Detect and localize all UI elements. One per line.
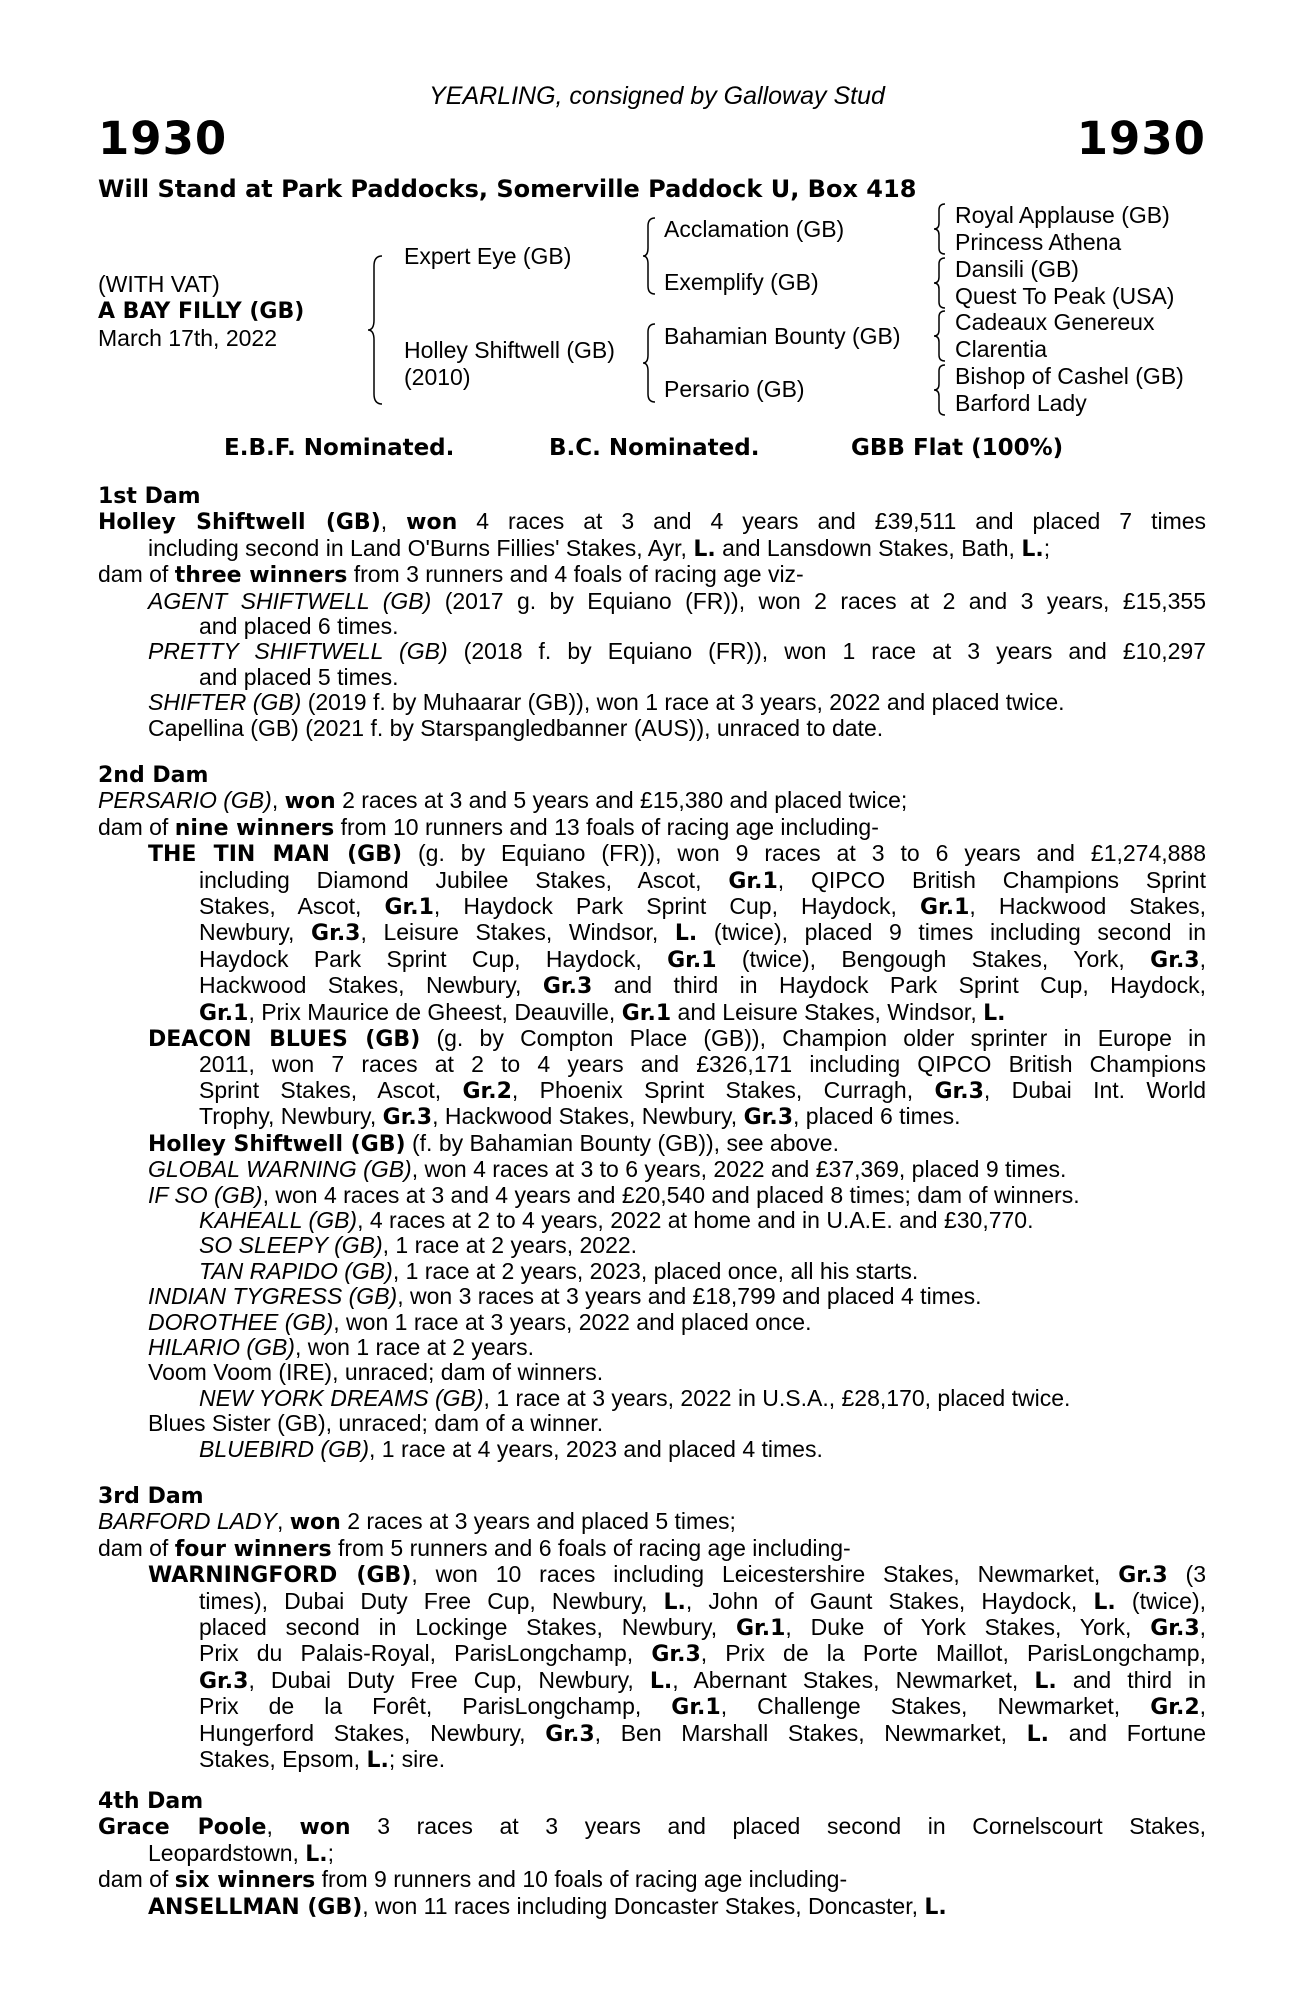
progeny-line <box>98 1157 1206 1182</box>
won-label: won <box>299 1815 351 1841</box>
dam-name: BARFORD LADY <box>98 1508 277 1535</box>
progeny-line <box>98 841 1206 867</box>
gbb-nomination: GBB Flat (100%) <box>851 435 1064 461</box>
text: including Diamond Jubilee Stakes, Ascot, <box>199 866 702 893</box>
gen2-sire-dam: Exemplify (GB) <box>664 269 819 295</box>
third-dam-section <box>98 1484 1206 1773</box>
progeny-line <box>98 1615 1206 1641</box>
text: and third in Haydock Park Sprint Cup, Haydock, <box>613 972 1207 999</box>
text: , 1 race at 2 years, 2022. <box>382 1232 638 1259</box>
horse-name: A BAY FILLY (GB) <box>98 299 305 324</box>
text: 3 races at 3 years and placed second in Cornelscourt Stakes, <box>377 1813 1206 1840</box>
progeny-name: DOROTHEE (GB) <box>148 1308 334 1335</box>
listed-label: L. <box>1026 1721 1050 1747</box>
progeny-name: AGENT SHIFTWELL (GB) <box>148 587 432 614</box>
ebf-nomination: E.B.F. Nominated. <box>224 435 455 461</box>
text: , QIPCO British Champions Sprint <box>777 866 1206 893</box>
group-label: Gr.3 <box>542 974 593 1000</box>
gen3-3: Dansili (GB) <box>955 256 1079 282</box>
gen3-2: Princess Athena <box>955 229 1122 255</box>
progeny-line <box>98 1694 1206 1720</box>
progeny-line <box>98 1386 1206 1411</box>
listed-label: L. <box>983 1000 1006 1026</box>
text: placed second in Lockinge Stakes, Newbury, <box>199 1614 718 1641</box>
dam1-record: 4 races at 3 and 4 years and £39,511 and placed 7 times <box>476 508 1207 535</box>
text: , Hackwood Stakes, Newbury, <box>432 1103 738 1130</box>
group-label: Gr.1 <box>667 947 717 973</box>
first-dam-section <box>98 484 1206 741</box>
dam3-line <box>98 1536 1206 1562</box>
gen3-8: Barford Lady <box>955 390 1087 416</box>
progeny-name: BLUEBIRD (GB) <box>199 1435 369 1462</box>
gen3-brace-1 <box>932 202 948 256</box>
progeny-name: DEACON BLUES (GB) <box>148 1027 421 1053</box>
subtitle: YEARLING, consigned by Galloway Stud <box>429 82 885 110</box>
text: (2017 g. by Equiano (FR)), won 2 races at 2 and 3 years, £15,355 <box>444 587 1207 614</box>
text: , 1 race at 2 years, 2023, placed once, all his starts. <box>392 1257 919 1284</box>
gen3-brace-4 <box>932 363 948 417</box>
section-heading: 2nd Dam <box>98 763 209 788</box>
text: Stakes, Epsom, <box>199 1746 361 1773</box>
text: Prix de la Forêt, ParisLongchamp, <box>199 1693 642 1720</box>
dam3-line: BARFORD LADY, won 2 races at 3 years and placed 5 times; <box>98 1508 736 1536</box>
gen3-brace-3 <box>932 309 948 363</box>
section-heading: 1st Dam <box>98 484 201 509</box>
dam-brace <box>641 322 659 404</box>
text: , 4 races at 2 to 4 years, 2022 at home and in U.A.E. and £30,770. <box>357 1206 1034 1233</box>
group-label: Gr.1 <box>728 868 778 894</box>
progeny-line <box>98 1894 1206 1920</box>
progeny-line <box>98 1052 1206 1077</box>
dam-year: (2010) <box>404 364 471 390</box>
progeny-line <box>98 1437 1206 1462</box>
text: , Dubai Int. World <box>983 1076 1207 1103</box>
text: (g. by Equiano (FR)), won 9 races at 3 to 6 years and £1,274,888 <box>418 840 1207 867</box>
text: Stakes, Ascot, <box>199 893 362 920</box>
gen2-dam-sire: Bahamian Bounty (GB) <box>664 323 901 349</box>
progeny-line <box>98 920 1206 946</box>
gen3-1: Royal Applause (GB) <box>955 202 1170 228</box>
sire-brace <box>641 216 659 296</box>
group-label: Gr.3 <box>651 1642 701 1668</box>
dam-name: Holley Shiftwell (GB) <box>98 510 381 536</box>
group-label: Gr.1 <box>384 895 434 921</box>
stand-location: Will Stand at Park Paddocks, Somerville Paddock U, Box 418 <box>98 175 917 203</box>
gen3-brace-2 <box>932 256 948 310</box>
progeny-name: THE TIN MAN (GB) <box>148 842 403 868</box>
winners-count: nine winners <box>174 815 335 841</box>
text: (3 <box>1185 1561 1206 1588</box>
text: , 1 race at 3 years, 2022 in U.S.A., £28,170, placed twice. <box>483 1384 1071 1411</box>
progeny-line <box>98 1721 1206 1747</box>
winners-count: six winners <box>174 1868 316 1894</box>
progeny-line <box>98 690 1206 715</box>
text: (twice), placed 9 times including second in <box>713 919 1207 946</box>
text: ; <box>1043 534 1051 561</box>
dam1-line <box>98 562 1206 588</box>
text: , Leisure Stakes, Windsor, <box>360 919 659 946</box>
text: Hungerford Stakes, Newbury, <box>199 1719 526 1746</box>
group-label: Gr.2 <box>462 1078 512 1104</box>
progeny-line <box>98 1183 1206 1208</box>
progeny-line <box>98 1668 1206 1694</box>
text: , placed 6 times. <box>793 1103 961 1130</box>
group-label: Gr.1 <box>735 1616 786 1642</box>
progeny-name: INDIAN TYGRESS (GB) <box>148 1283 398 1310</box>
text: , 1 race at 4 years, 2023 and placed 4 times. <box>368 1435 823 1462</box>
text: and Leisure Stakes, Windsor, <box>677 998 977 1025</box>
section-heading: 4th Dam <box>98 1789 204 1814</box>
group-label: Gr.3 <box>382 1105 433 1131</box>
group-label: Gr.1 <box>199 1000 249 1026</box>
progeny-line <box>98 1641 1206 1667</box>
text: Haydock Park Sprint Cup, Haydock, <box>199 945 642 972</box>
text: , Prix Maurice de Gheest, Deauville, <box>248 998 616 1025</box>
group-label: Gr.2 <box>1150 1695 1200 1721</box>
text: and placed 6 times. <box>199 613 399 640</box>
progeny-line <box>98 1589 1206 1615</box>
text: (g. by Compton Place (GB)), Champion older sprinter in Europe in <box>436 1025 1206 1052</box>
progeny-line <box>98 1233 1206 1258</box>
text: , Haydock Park Sprint Cup, Haydock, <box>433 893 897 920</box>
group-label: Gr.3 <box>1118 1563 1168 1589</box>
group-label: Gr.1 <box>621 1000 672 1026</box>
text: , Dubai Duty Free Cup, Newbury, <box>248 1666 634 1693</box>
text: 2 races at 3 and 5 years and £15,380 and placed twice; <box>342 787 908 814</box>
dam4-line <box>98 1867 1206 1893</box>
progeny-line <box>98 614 1206 639</box>
progeny-line <box>98 894 1206 920</box>
text: Newbury, <box>199 919 295 946</box>
group-label: Gr.1 <box>671 1695 721 1721</box>
text: Sprint Stakes, Ascot, <box>199 1076 442 1103</box>
progeny-line <box>98 1000 1206 1026</box>
text: (f. by Bahamian Bounty (GB)), see above. <box>411 1129 839 1156</box>
group-label: Gr.3 <box>311 921 361 947</box>
text: Trophy, Newbury, <box>199 1103 377 1130</box>
text: Prix du Palais-Royal, ParisLongchamp, <box>199 1640 634 1667</box>
text: , Abernant Stakes, Newmarket, <box>672 1666 1019 1693</box>
gen2-dam-dam: Persario (GB) <box>664 376 805 402</box>
group-label: Gr.3 <box>743 1105 793 1131</box>
progeny-name: KAHEALL (GB) <box>199 1206 358 1233</box>
group-label: Gr.3 <box>199 1668 249 1694</box>
text: , won 1 race at 2 years. <box>294 1333 535 1360</box>
dam1-line: Holley Shiftwell (GB), won 4 races at 3 and 4 years and £39,511 and placed 7 times <box>98 508 1207 536</box>
text: ; sire. <box>388 1746 446 1773</box>
text: , <box>1199 1693 1207 1720</box>
text: , won 11 races including Doncaster Stakes, Doncaster, <box>362 1892 918 1919</box>
text: dam of <box>98 561 169 588</box>
text: 2011, won 7 races at 2 to 4 years and £326,171 including QIPCO British Champions <box>199 1051 1206 1078</box>
text: times), Dubai Duty Free Cup, Newbury, <box>199 1587 648 1614</box>
winners-count: four winners <box>174 1536 332 1562</box>
progeny-line <box>98 973 1206 999</box>
dam-name: Grace Poole <box>98 1815 267 1841</box>
text: ; <box>327 1839 335 1866</box>
won-label: won <box>406 510 458 536</box>
text: dam of <box>98 1534 169 1561</box>
progeny-name: NEW YORK DREAMS (GB) <box>199 1384 484 1411</box>
listed-label: L. <box>649 1668 673 1694</box>
progeny-line <box>98 1310 1206 1335</box>
dam2-line: PERSARIO (GB), won 2 races at 3 and 5 years and £15,380 and placed twice; <box>98 787 908 815</box>
group-label: Gr.3 <box>1150 1616 1200 1642</box>
listed-label: L. <box>663 1589 686 1615</box>
gen3-7: Bishop of Cashel (GB) <box>955 363 1184 389</box>
progeny-line <box>98 947 1206 973</box>
lot-number-left: 1930 <box>98 112 228 165</box>
lot-number-right: 1930 <box>1076 112 1206 165</box>
text: from 9 runners and 10 foals of racing age including- <box>321 1866 848 1893</box>
gen3-5: Cadeaux Genereux <box>955 309 1155 335</box>
progeny-line <box>98 1259 1206 1284</box>
text: including second in Land O'Burns Fillies' Stakes, Ayr, <box>148 534 687 561</box>
progeny-name: PRETTY SHIFTWELL (GB) <box>148 638 448 665</box>
dam4-line: Grace Poole, won 3 races at 3 years and placed second in Cornelscourt Stakes, <box>98 1813 1206 1841</box>
progeny-name: SO SLEEPY (GB) <box>199 1232 383 1259</box>
text: Voom Voom (IRE), unraced; dam of winners. <box>148 1359 604 1386</box>
progeny-name: ANSELLMAN (GB) <box>148 1894 363 1920</box>
text: and Lansdown Stakes, Bath, <box>722 534 1015 561</box>
progeny-line <box>98 1104 1206 1130</box>
listed-label: L. <box>1021 536 1044 562</box>
progeny-line <box>98 868 1206 894</box>
text: Capellina (GB) (2021 f. by Starspangledbanner (AUS)), unraced to date. <box>148 714 884 741</box>
section-heading: 3rd Dam <box>98 1484 204 1509</box>
text: , won 10 races including Leicestershire Stakes, Newmarket, <box>411 1561 1101 1588</box>
text: Leopardstown, <box>148 1839 299 1866</box>
progeny-name: Holley Shiftwell (GB) <box>148 1131 406 1157</box>
progeny-line <box>98 1208 1206 1233</box>
text: and third in <box>1072 1666 1206 1693</box>
text: , Phoenix Sprint Stakes, Curragh, <box>511 1076 914 1103</box>
gen3-4: Quest To Peak (USA) <box>955 283 1175 309</box>
text: dam of <box>98 1866 169 1893</box>
vat-label: (WITH VAT) <box>98 271 220 297</box>
won-label: won <box>284 789 336 815</box>
text: from 5 runners and 6 foals of racing age including- <box>338 1534 851 1561</box>
progeny-name: WARNINGFORD (GB) <box>148 1563 412 1589</box>
second-dam-section <box>98 763 1206 1462</box>
sire: Expert Eye (GB) <box>404 243 572 269</box>
progeny-line <box>98 716 1206 741</box>
text: , won 3 races at 3 years and £18,799 and placed 4 times. <box>397 1283 982 1310</box>
listed-label: L. <box>1034 1668 1057 1694</box>
progeny-line <box>98 1026 1206 1052</box>
progeny-line <box>98 1131 1206 1157</box>
text: (2019 f. by Muhaarar (GB)), won 1 race at 3 years, 2022 and placed twice. <box>307 689 1065 716</box>
dam1-line <box>98 536 1206 562</box>
text: dam of <box>98 813 169 840</box>
text: , won 4 races at 3 and 4 years and £20,540 and placed 8 times; dam of winners. <box>262 1181 1080 1208</box>
text: and placed 5 times. <box>199 663 399 690</box>
listed-label: L. <box>1093 1589 1116 1615</box>
dam4-line <box>98 1841 1206 1867</box>
text: , <box>1199 1614 1207 1641</box>
winners-count: three winners <box>174 563 348 589</box>
progeny-line <box>98 1078 1206 1104</box>
gen2-sire-sire: Acclamation (GB) <box>664 216 845 242</box>
dam: Holley Shiftwell (GB) <box>404 337 615 363</box>
progeny-line <box>98 1360 1206 1385</box>
listed-label: L. <box>924 1894 947 1920</box>
text: , Hackwood Stakes, <box>969 893 1206 920</box>
text: , Duke of York Stakes, York, <box>785 1614 1132 1641</box>
text: , won 4 races at 3 to 6 years, 2022 and £37,369, placed 9 times. <box>411 1156 1067 1183</box>
listed-label: L. <box>674 921 698 947</box>
progeny-line <box>98 589 1206 614</box>
bc-nomination: B.C. Nominated. <box>549 435 760 461</box>
progeny-line <box>98 1747 1206 1773</box>
progeny-name: IF SO (GB) <box>148 1181 263 1208</box>
progeny-name: GLOBAL WARNING (GB) <box>148 1156 412 1183</box>
listed-label: L. <box>305 1841 328 1867</box>
group-label: Gr.3 <box>545 1721 595 1747</box>
won-label: won <box>289 1510 341 1536</box>
listed-label: L. <box>366 1748 389 1774</box>
text: from 3 runners and 4 foals of racing age viz- <box>353 561 804 588</box>
text: (twice), <box>1131 1587 1207 1614</box>
text: , Challenge Stakes, Newmarket, <box>720 1693 1121 1720</box>
text: from 10 runners and 13 foals of racing age including- <box>340 813 879 840</box>
progeny-name: HILARIO (GB) <box>148 1333 295 1360</box>
horse-dob: March 17th, 2022 <box>98 325 278 351</box>
progeny-line <box>98 665 1206 690</box>
text: (2018 f. by Equiano (FR)), won 1 race at 3 years and £10,297 <box>463 638 1206 665</box>
listed-label: L. <box>693 536 716 562</box>
dam2-line <box>98 815 1206 841</box>
progeny-name: SHIFTER (GB) <box>148 689 302 716</box>
gen3-6: Clarentia <box>955 336 1048 362</box>
progeny-line <box>98 639 1206 664</box>
text: Blues Sister (GB), unraced; dam of a winner. <box>148 1410 604 1437</box>
text: , won 1 race at 3 years, 2022 and placed once. <box>333 1308 812 1335</box>
text: , Prix de la Porte Maillot, ParisLongchamp, <box>700 1640 1206 1667</box>
text: , <box>1199 945 1206 972</box>
text: and Fortune <box>1068 1719 1206 1746</box>
progeny-name: TAN RAPIDO (GB) <box>199 1257 393 1284</box>
group-label: Gr.3 <box>934 1078 984 1104</box>
text: , John of Gaunt Stakes, Haydock, <box>685 1587 1078 1614</box>
text: Hackwood Stakes, Newbury, <box>199 972 522 999</box>
group-label: Gr.3 <box>1150 947 1200 973</box>
progeny-line <box>98 1411 1206 1436</box>
progeny-line <box>98 1562 1206 1588</box>
text: 2 races at 3 years and placed 5 times; <box>347 1508 736 1535</box>
progeny-line <box>98 1284 1206 1309</box>
group-label: Gr.1 <box>919 895 970 921</box>
text: (twice), Bengough Stakes, York, <box>741 945 1125 972</box>
dam-name: PERSARIO (GB) <box>98 787 272 814</box>
main-brace <box>366 254 388 406</box>
text: , Ben Marshall Stakes, Newmarket, <box>594 1719 1007 1746</box>
progeny-line <box>98 1335 1206 1360</box>
fourth-dam-section <box>98 1789 1206 1920</box>
